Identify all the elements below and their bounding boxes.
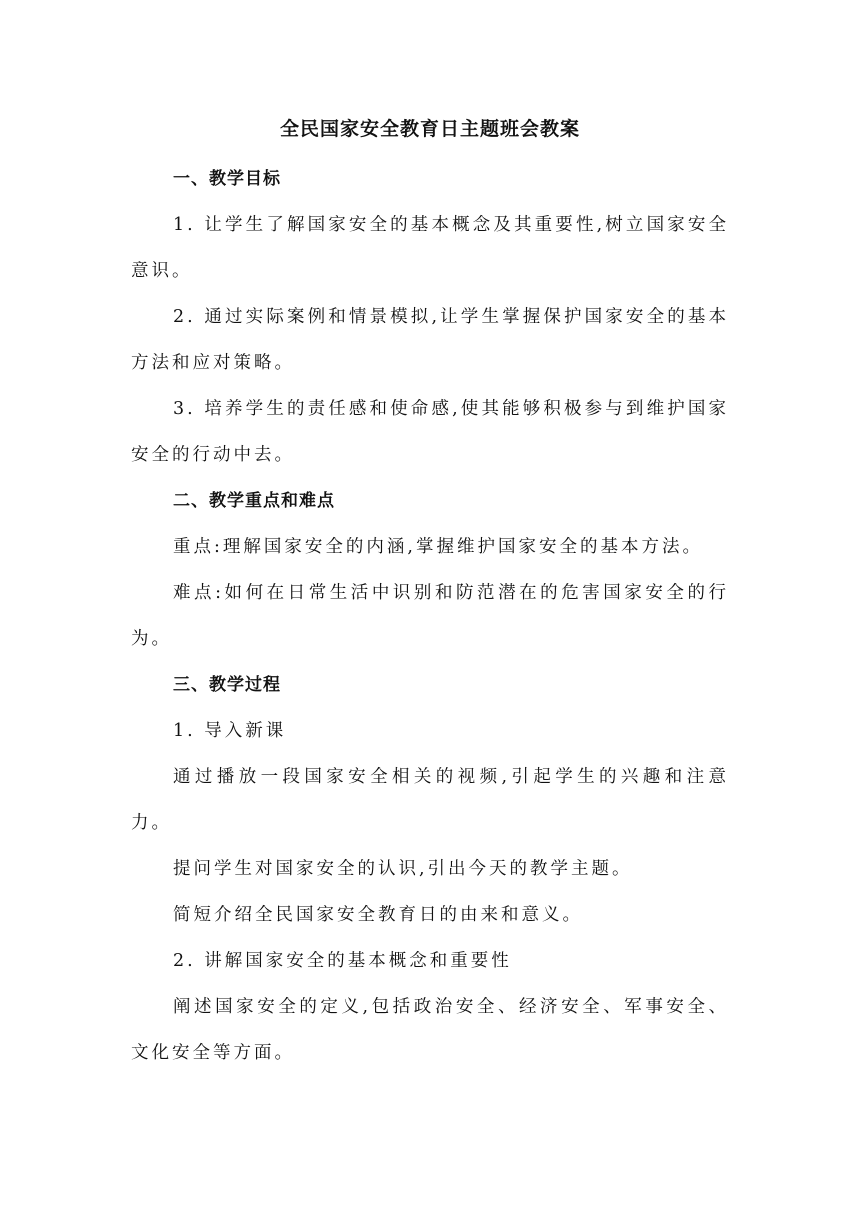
objective-item-3: 3. 培养学生的责任感和使命感,使其能够积极参与到维护国家安全的行动中去。 bbox=[131, 399, 729, 465]
step-1-title: 1. 导入新课 bbox=[173, 721, 287, 741]
document-title: 全民国家安全教育日主题班会教案 bbox=[279, 118, 580, 140]
step-2-paragraph-1: 阐述国家安全的定义,包括政治安全、经济安全、军事安全、文化安全等方面。 bbox=[131, 997, 729, 1063]
step-1-paragraph-2: 提问学生对国家安全的认识,引出今天的教学主题。 bbox=[173, 859, 633, 879]
section-heading-objectives: 一、教学目标 bbox=[173, 169, 281, 189]
step-1-paragraph-1: 通过播放一段国家安全相关的视频,引起学生的兴趣和注意力。 bbox=[131, 767, 729, 833]
section-heading-process: 三、教学过程 bbox=[173, 675, 281, 695]
difficult-point-paragraph: 难点:如何在日常生活中识别和防范潜在的危害国家安全的行为。 bbox=[131, 583, 729, 649]
objective-item-1: 1. 让学生了解国家安全的基本概念及其重要性,树立国家安全意识。 bbox=[131, 215, 729, 281]
section-heading-key-points: 二、教学重点和难点 bbox=[173, 491, 335, 511]
key-point-paragraph: 重点:理解国家安全的内涵,掌握维护国家安全的基本方法。 bbox=[173, 537, 703, 557]
step-2-title: 2. 讲解国家安全的基本概念和重要性 bbox=[173, 951, 512, 971]
step-1-paragraph-3: 简短介绍全民国家安全教育日的由来和意义。 bbox=[173, 905, 583, 925]
objective-item-2: 2. 通过实际案例和情景模拟,让学生掌握保护国家安全的基本方法和应对策略。 bbox=[131, 307, 729, 373]
document-body bbox=[131, 156, 729, 1076]
